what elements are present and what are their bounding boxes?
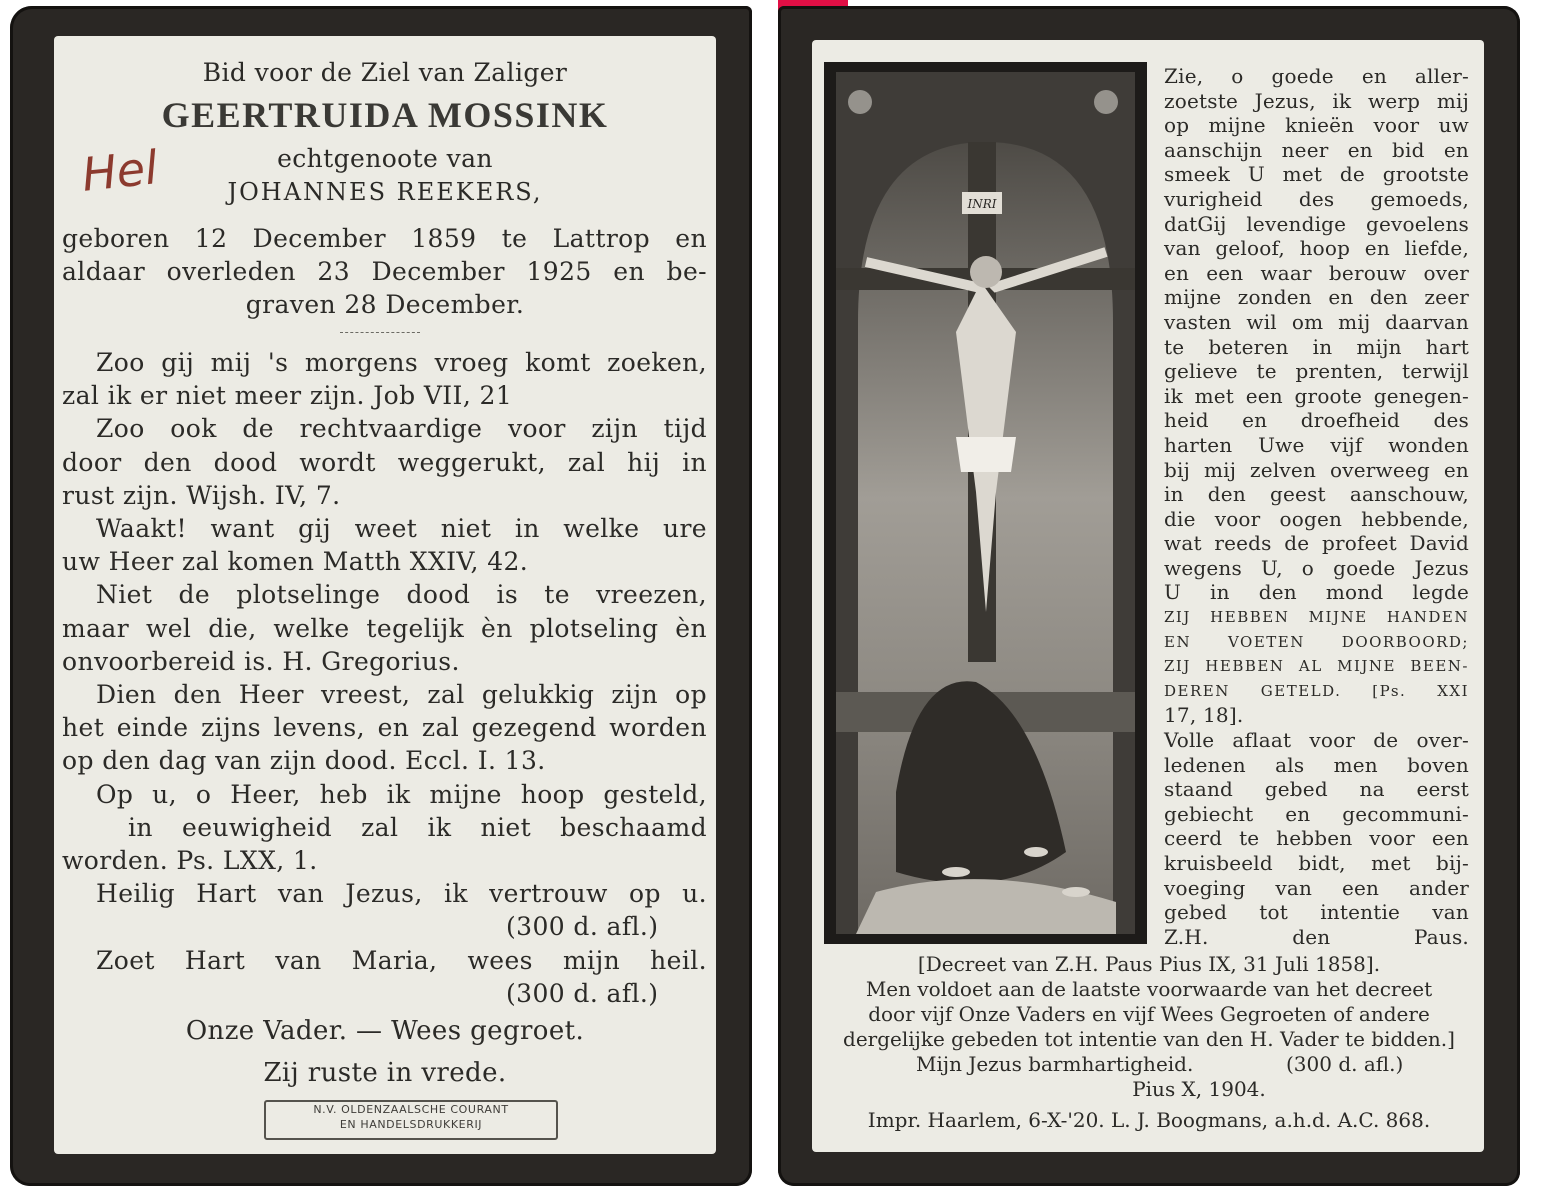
prayer-line: te beteren in mijn hart [1164, 334, 1469, 359]
scripture-line: Dien den Heer vreest, zal gelukkig zijn op [96, 680, 707, 709]
psalm-line: ZIJ HEBBEN MIJNE HANDEN [1164, 608, 1469, 627]
stamp-line: N.V. OLDENZAALSCHE COURANT [313, 1103, 509, 1116]
scripture-line: in eeuwigheid zal ik niet beschaamd [128, 812, 707, 842]
crucifixion-illustration [836, 72, 1135, 934]
indulgence-line: Volle aflaat voor de over- [1164, 728, 1469, 753]
prayer-line: datGij levendige gevoelens [1164, 211, 1469, 236]
scripture-line: rust zijn. Wijsh. IV, 7. [62, 480, 341, 510]
bio-line: graven 28 December. [245, 290, 525, 319]
scripture-line: Zoo gij mij 's morgens vroeg komt zoeken, [96, 348, 707, 377]
scripture-line: Waakt! want gij weet niet in welke ure [96, 514, 707, 543]
prayer-line: ik met een groote genegen- [1164, 383, 1469, 408]
scripture-line: maar wel die, welke tegelijk èn plotseling èn [62, 613, 707, 643]
prayer-line: op mijne knieën voor uw [1164, 113, 1469, 138]
prayer-line: bij mij zelven overweeg en [1164, 457, 1469, 482]
prayer-line: zoetste Jezus, ik werp mij [1164, 88, 1469, 113]
scripture-line: onvoorbereid is. H. Gregorius. [62, 646, 460, 676]
prayer-line: heid en droefheid des [1164, 408, 1469, 433]
scripture-line: Zoo ook de rechtvaardige voor zijn tijd [96, 414, 707, 444]
scripture-line: het einde zijns levens, en zal gezegend worden [62, 713, 707, 743]
spouse-name: JOHANNES REEKERS, [227, 178, 543, 206]
decree-block [824, 952, 1474, 1133]
stamp-line: EN HANDELSDRUKKERIJ [339, 1118, 483, 1131]
condition-line: door vijf Onze Vaders en vijf Wees Gegroeten of andere [868, 1002, 1430, 1026]
scripture-line: zal ik er niet meer zijn. Job VII, 21 [62, 381, 513, 411]
prayer-line: vurigheid des gemoeds, [1164, 186, 1469, 211]
spouse-label: echtgenoote van [277, 144, 493, 173]
prayer-line: U in den mond legde [1164, 580, 1469, 605]
prayer-line: aanschijn neer en bid en [1164, 137, 1469, 162]
scripture-line: Zoet Hart van Maria, wees mijn heil. [96, 945, 707, 975]
indulgence-line: kruisbeeld bidt, met bij- [1164, 851, 1469, 875]
deceased-name: GEERTRUIDA MOSSINK [161, 95, 609, 135]
scripture-line: Niet de plotselinge dood is te vreezen, [96, 580, 707, 610]
indulgence-line: ceerd te hebben voor een [1164, 826, 1469, 851]
indulgence-line: Z.H. den Paus. [1164, 924, 1469, 949]
prayer-line: harten Uwe vijf wonden [1164, 432, 1469, 457]
indulgence-line: staand gebed na eerst [1164, 777, 1469, 802]
indulgence-line: gebiecht en gecommuni- [1164, 801, 1469, 826]
psalm-line: EN VOETEN DOORBOORD; [1164, 632, 1469, 651]
closing-line: Zij ruste in vrede. [263, 1058, 507, 1088]
prayer-line: smeek U met de grootste [1164, 162, 1469, 187]
prayer-line: die voor oogen hebbende, [1164, 506, 1469, 531]
bio-line: aldaar overleden 23 December 1925 en be- [62, 257, 707, 286]
indulgence-line: gebed tot intentie van [1164, 900, 1469, 925]
psalm-reference: 17, 18]. [1164, 703, 1244, 728]
condition-line: Men voldoet aan de laatste voorwaarde van het decreet [865, 977, 1433, 1001]
crucifix-image-frame [824, 62, 1147, 944]
prayer-line: en een waar berouw over [1164, 260, 1469, 285]
prayer-text [1164, 64, 1469, 949]
prayer-line: gelieve te prenten, terwijl [1164, 359, 1469, 384]
scripture-line: (300 d. afl.) [506, 978, 659, 1008]
scripture-line: Op u, o Heer, heb ik mijne hoop gesteld, [96, 779, 707, 809]
divider [340, 332, 420, 333]
prayer-line: Zie, o goede en aller- [1164, 64, 1469, 88]
scripture-line: Heilig Hart van Jezus, ik vertrouw op u. [96, 879, 707, 909]
closing-prayer: Onze Vader. — Wees gegroet. [185, 1016, 585, 1046]
psalm-line: ZIJ HEBBEN AL MIJNE BEEN- [1164, 657, 1469, 676]
pius-attribution: Pius X, 1904. [1132, 1077, 1266, 1101]
handwritten-note: Hel [79, 140, 161, 202]
crucifix-image [836, 72, 1135, 934]
prayer-header: Bid voor de Ziel van Zaliger [202, 58, 568, 87]
prayer-line: vasten wil om mij daarvan [1164, 309, 1469, 334]
indulgence-line: voeging van een ander [1164, 875, 1469, 900]
prayer-line: van geloof, hoop en liefde, [1164, 236, 1469, 261]
bio-line: geboren 12 December 1859 te Lattrop en [62, 224, 707, 253]
card-back-paper [812, 40, 1484, 1152]
ejaculation-text: Mijn Jezus barmhartigheid. [916, 1052, 1194, 1076]
prayer-line: wat reeds de profeet David [1164, 531, 1469, 556]
prayer-line: mijne zonden en den zeer [1164, 285, 1469, 310]
card-front-paper [54, 36, 716, 1154]
printer-imprint: Impr. Haarlem, 6-X-'20. L. J. Boogmans, a.h.d. A.C. 868. [867, 1108, 1431, 1132]
indulgence-line: ledenen als men boven [1164, 752, 1469, 777]
memorial-card-front [10, 6, 752, 1186]
scripture-line: (300 d. afl.) [506, 912, 659, 942]
prayer-line: in den geest aanschouw, [1164, 482, 1469, 507]
scripture-line: uw Heer zal komen Matth XXIV, 42. [62, 547, 529, 577]
scripture-line: worden. Ps. LXX, 1. [62, 846, 318, 875]
printer-stamp [264, 1100, 558, 1140]
scripture-line: door den dood wordt weggerukt, zal hij in [62, 447, 707, 477]
scripture-line: op den dag van zijn dood. Eccl. I. 13. [62, 746, 546, 776]
inri-plaque: INRI [967, 197, 997, 211]
ejaculation-indulgence: (300 d. afl.) [1286, 1052, 1404, 1076]
psalm-line: DEREN GETELD. [Ps. XXI [1164, 681, 1469, 700]
condition-line: dergelijke gebeden tot intentie van den H. Vader te bidden.] [843, 1027, 1455, 1051]
memorial-card-back [778, 6, 1520, 1186]
prayer-line: wegens U, o goede Jezus [1164, 555, 1469, 580]
decree-line: [Decreet van Z.H. Paus Pius IX, 31 Juli 1858]. [917, 952, 1381, 976]
